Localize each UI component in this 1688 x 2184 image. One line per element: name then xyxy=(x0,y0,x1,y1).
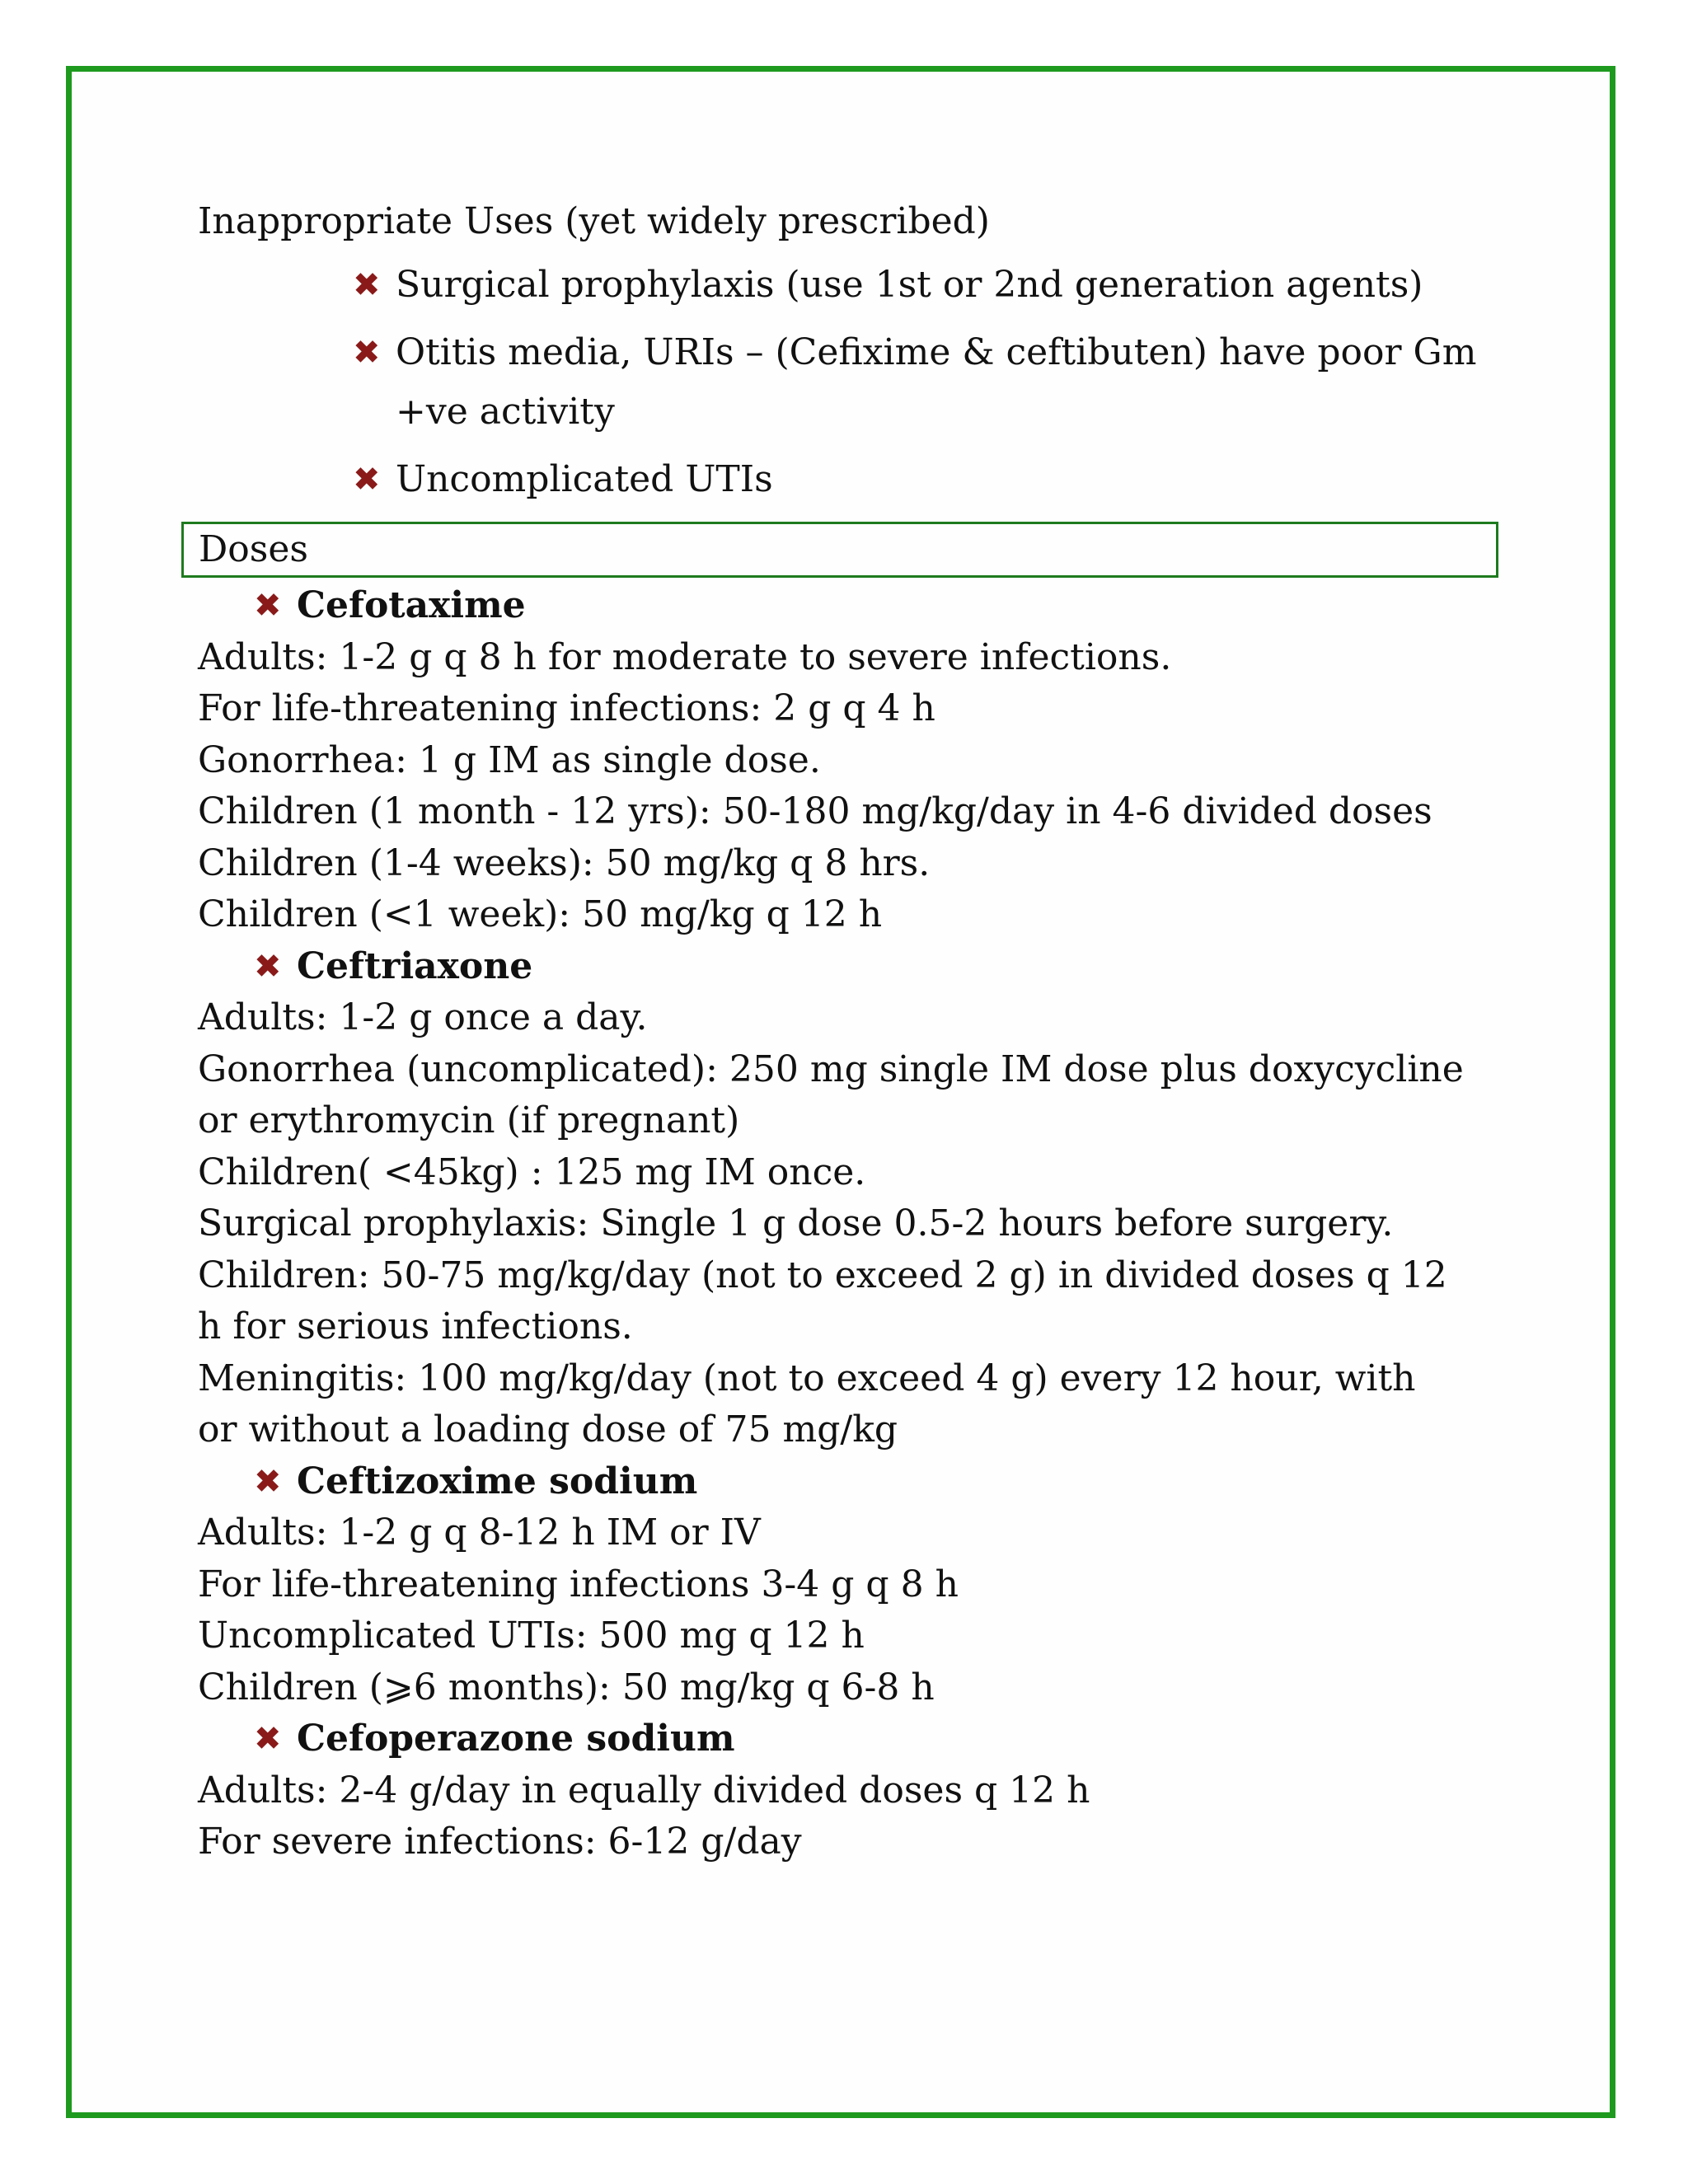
dose-line: Adults: 1-2 g q 8 h for moderate to severe infections. xyxy=(198,635,1172,678)
dose-line: For severe infections: 6-12 g/day xyxy=(198,1821,802,1863)
inappropriate-uses-section xyxy=(198,196,1500,518)
cross-mark-icon: ✖ xyxy=(254,587,282,625)
drug-name: Cefotaxime xyxy=(297,584,526,626)
dose-line: For life-threatening infections 3-4 g q 8 h xyxy=(198,1563,959,1605)
dose-line: Gonorrhea (uncomplicated): 250 mg single IM dose plus doxycycline xyxy=(198,1047,1464,1090)
drug-name: Cefoperazone sodium xyxy=(297,1718,735,1760)
dose-line: Children( <45kg) : 125 mg IM once. xyxy=(198,1151,866,1193)
dose-line: Meningitis: 100 mg/kg/day (not to exceed 4 g) every 12 hour, with xyxy=(198,1357,1416,1399)
list-item xyxy=(353,323,1500,442)
inappropriate-uses-heading: Inappropriate Uses (yet widely prescribed) xyxy=(198,200,990,242)
doses-heading: Doses xyxy=(199,528,308,570)
drug-name: Ceftizoxime sodium xyxy=(297,1460,698,1502)
dose-line: Children (1 month - 12 yrs): 50-180 mg/kg/day in 4-6 divided doses xyxy=(198,790,1432,832)
cross-mark-icon: ✖ xyxy=(353,334,381,372)
drug-title-ceftriaxone xyxy=(198,941,1500,993)
dose-line: Adults: 1-2 g once a day. xyxy=(198,996,648,1038)
cross-mark-icon: ✖ xyxy=(353,266,381,304)
dose-line: Children (1-4 weeks): 50 mg/kg q 8 hrs. xyxy=(198,841,931,884)
list-item-text: Otitis media, URIs – (Cefixime & ceftibuten) have poor Gm +ve activity xyxy=(396,331,1477,433)
dose-line: Children (<1 week): 50 mg/kg q 12 h xyxy=(198,893,883,935)
dose-line: Gonorrhea: 1 g IM as single dose. xyxy=(198,738,821,781)
drug-name: Ceftriaxone xyxy=(297,944,533,987)
cross-mark-icon: ✖ xyxy=(353,461,381,499)
doses-section xyxy=(198,580,1500,1868)
drug-title-cefoperazone xyxy=(198,1713,1500,1765)
dose-line: h for serious infections. xyxy=(198,1305,633,1347)
list-item-text: Surgical prophylaxis (use 1st or 2nd generation agents) xyxy=(396,264,1423,306)
list-item-text: Uncomplicated UTIs xyxy=(396,458,773,500)
dose-line: Children: 50-75 mg/kg/day (not to exceed 2 g) in divided doses q 12 xyxy=(198,1254,1447,1296)
dose-line: or erythromycin (if pregnant) xyxy=(198,1099,740,1141)
cross-mark-icon: ✖ xyxy=(254,1720,282,1758)
cross-mark-icon: ✖ xyxy=(254,1462,282,1501)
dose-line: Adults: 1-2 g q 8-12 h IM or IV xyxy=(198,1511,761,1554)
doses-heading-box xyxy=(181,522,1498,578)
dose-line: Uncomplicated UTIs: 500 mg q 12 h xyxy=(198,1615,865,1657)
drug-title-ceftizoxime xyxy=(198,1456,1500,1508)
dose-line: For life-threatening infections: 2 g q 4 h xyxy=(198,687,935,729)
list-item xyxy=(353,255,1500,315)
drug-title-cefotaxime xyxy=(198,580,1500,632)
dose-line: Children (⩾6 months): 50 mg/kg q 6-8 h xyxy=(198,1666,935,1708)
dose-line: Surgical prophylaxis: Single 1 g dose 0.5-2 hours before surgery. xyxy=(198,1202,1394,1244)
dose-line: or without a loading dose of 75 mg/kg xyxy=(198,1408,898,1451)
list-item xyxy=(353,450,1500,509)
cross-mark-icon: ✖ xyxy=(254,947,282,986)
inappropriate-uses-list xyxy=(198,255,1500,509)
dose-line: Adults: 2-4 g/day in equally divided doses q 12 h xyxy=(198,1769,1090,1811)
